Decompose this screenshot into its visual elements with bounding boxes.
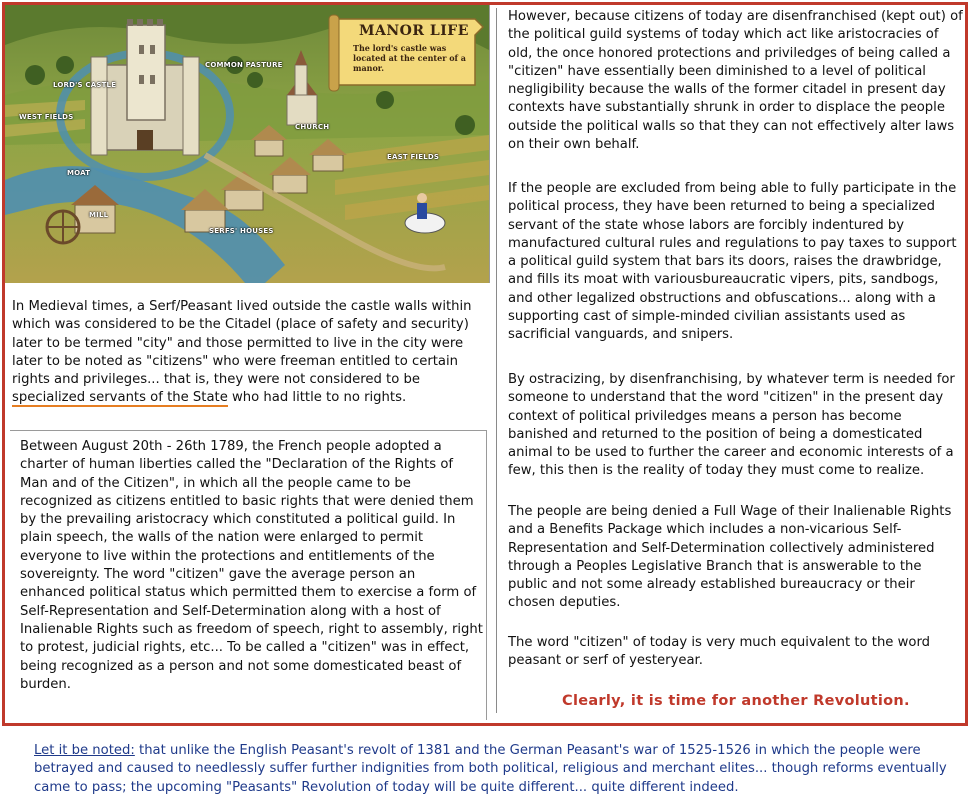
medieval-paragraph (12, 298, 490, 408)
label-moat: MOAT (67, 169, 91, 177)
footer-note-text: that unlike the English Peasant's revolt of 1381 and the German Peasant's war of 1525-1526 in which the people were betrayed and caused to needlessly suffer further indignities from both political, religious and merchant elites... though reforms eventually came to pass; the upcoming "Peasants" Revolution of today will be quite different... quite different indeed. (34, 743, 947, 795)
ostracizing-paragraph: By ostracizing, by disenfranchising, by whatever term is needed for someone to understand that the word "citizen" in the present day context of political priviledges means a person has become banished and returned to the position of being a domesticated animal to be used to further the career and economic interests of a few, this then is the reality of today they must come to realize. (508, 372, 955, 479)
citizens-disenfranchised-paragraph: However, because citizens of today are disenfranchised (kept out) of the political guild systems of today which act like aristocracies of old, the once honored protections and priviledges of being called a "citizen" have essentially been diminished to a level of political negligibility because the walls of the former citadel in present day contexts have substantially shrunk in order to displace the people outside the political walls so that they can not effectively alter laws on their own behalf. (508, 9, 963, 153)
label-east-fields: EAST FIELDS (387, 153, 440, 161)
manor-life-illustration (5, 5, 490, 283)
banner-caption: The lord's castle was located at the center of a manor. (353, 43, 466, 73)
label-west-fields: WEST FIELDS (19, 113, 74, 121)
underlined-phrase: specialized servants of the State (12, 390, 228, 406)
footer-note (34, 742, 954, 797)
label-lords-castle: LORD'S CASTLE (53, 81, 117, 89)
footer-note-lead: Let it be noted: (34, 743, 135, 758)
label-mill: MILL (89, 211, 109, 219)
column-divider (496, 8, 497, 713)
banner-title: MANOR LIFE (359, 23, 469, 39)
revolution-callout: Clearly, it is time for another Revolution. (562, 693, 910, 709)
full-wage-paragraph: The people are being denied a Full Wage of their Inalienable Rights and a Benefits Package which includes a non-vicarious Self-Representation and Self-Determination collectively administered through a Peoples Legislative Branch that is answerable to the public and not some already established bureaucracy or their chosen deputies. (508, 504, 952, 611)
medieval-text-end: who had little to no rights. (227, 390, 407, 406)
manor-life-banner (335, 19, 475, 89)
declaration-paragraph: Between August 20th - 26th 1789, the French people adopted a charter of human liberties called the "Declaration of the Rights of Man and of the Citizen", in which all the people came to be recognized as citizens entitled to basic rights that were denied them by the prevailing aristocracy which constituted a political guild. In plain speech, the walls of the nation were enlarged to permit everyone to live within the protections and entitlements of the sovereignty. The word "citizen" gave the average person an enhanced political status which permitted them to exercise a form of Self-Representation and Self-Determination along with a host of Inalienable Rights such as freedom of speech, right to assembly, right to protest, judicial rights, etc... To be called a "citizen" was in effect, being recognized as a person and not some domesticated beast of burden. (20, 439, 483, 692)
label-church: CHURCH (295, 123, 330, 131)
medieval-text-start: In Medieval times, a Serf/Peasant lived outside the castle walls within which was considered to be the Citadel (place of safety and security) later to be termed "city" and those permitted to live in the city were later to be noted as "citizens" who were freeman entitled to certain rights and privileges... that is, they were not considered to be (12, 299, 472, 388)
excluded-people-paragraph: If the people are excluded from being able to fully participate in the political process, they have been returned to being a specialized servant of the state whose labors are forcibly indentured by manufactured cultural rules and regulations to pay taxes to support a political guild system that bars its doors, raises the drawbridge, and fills its moat with variousbureaucratic vipers, pits, sandbogs, and other legalized obstructions and obfuscations... along with a supporting cast of simple-minded civilian assistants used as sacrificial vanguards, and snipers. (508, 181, 957, 343)
citizen-equivalent-paragraph: The word "citizen" of today is very much equivalent to the word peasant or serf of yesteryear. (508, 635, 931, 669)
label-serfs-houses: SERFS' HOUSES (209, 227, 274, 235)
label-common-pasture: COMMON PASTURE (205, 61, 283, 69)
